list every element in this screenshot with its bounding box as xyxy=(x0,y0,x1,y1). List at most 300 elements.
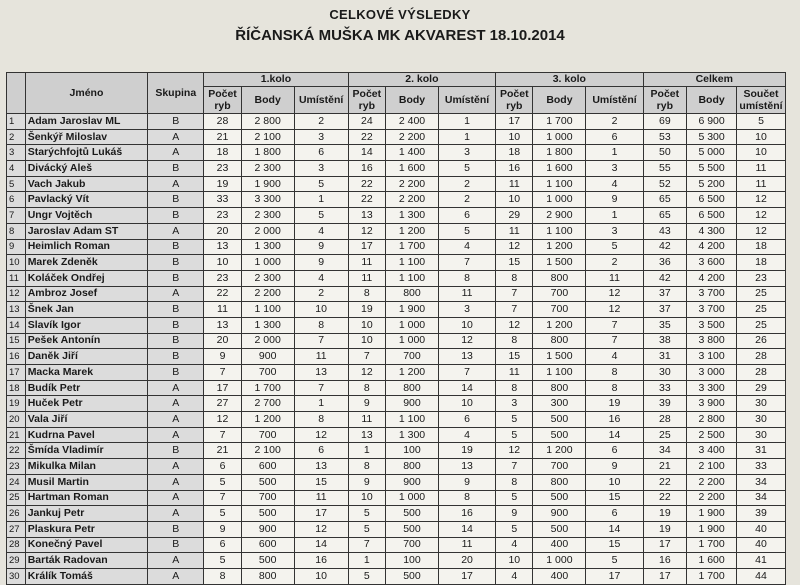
r3-placement: 1 xyxy=(586,208,643,224)
row-number: 13 xyxy=(7,302,26,318)
placement-sum: 26 xyxy=(737,333,786,349)
table-row xyxy=(7,208,786,224)
results-body xyxy=(7,114,786,585)
total-points: 5 200 xyxy=(687,176,737,192)
r1-placement: 1 xyxy=(294,396,348,412)
r3-placement: 9 xyxy=(586,192,643,208)
r2-fish-count: 5 xyxy=(348,506,385,522)
header-name: Jméno xyxy=(25,73,148,114)
r3-points: 1 500 xyxy=(533,349,586,365)
placement-sum: 25 xyxy=(737,302,786,318)
header-fish-count: Počet ryb xyxy=(348,87,385,114)
results-table xyxy=(6,72,786,585)
r2-placement: 10 xyxy=(438,396,495,412)
r1-fish-count: 5 xyxy=(204,474,241,490)
r3-fish-count: 5 xyxy=(496,490,533,506)
table-row xyxy=(7,568,786,584)
r3-placement: 4 xyxy=(586,349,643,365)
table-row xyxy=(7,474,786,490)
total-fish-count: 42 xyxy=(643,270,687,286)
r3-points: 1 100 xyxy=(533,365,586,381)
r2-points: 800 xyxy=(386,380,439,396)
table-row xyxy=(7,239,786,255)
r2-points: 1 100 xyxy=(386,412,439,428)
r2-points: 1 300 xyxy=(386,208,439,224)
r2-fish-count: 1 xyxy=(348,553,385,569)
r2-points: 1 100 xyxy=(386,270,439,286)
table-row xyxy=(7,506,786,522)
r3-points: 800 xyxy=(533,380,586,396)
r1-points: 2 100 xyxy=(241,443,294,459)
table-row xyxy=(7,302,786,318)
competitor-name: Šenkýř Miloslav xyxy=(25,129,148,145)
table-row xyxy=(7,521,786,537)
competitor-name: Kudrna Pavel xyxy=(25,427,148,443)
r3-placement: 6 xyxy=(586,129,643,145)
r2-fish-count: 11 xyxy=(348,412,385,428)
r1-fish-count: 10 xyxy=(204,255,241,271)
placement-sum: 40 xyxy=(737,521,786,537)
r3-placement: 6 xyxy=(586,506,643,522)
competitor-name: Barták Radovan xyxy=(25,553,148,569)
r2-placement: 12 xyxy=(438,333,495,349)
r2-fish-count: 8 xyxy=(348,380,385,396)
r3-points: 700 xyxy=(533,459,586,475)
header-row-groups xyxy=(7,73,786,87)
r1-placement: 12 xyxy=(294,521,348,537)
r1-placement: 6 xyxy=(294,443,348,459)
table-row xyxy=(7,270,786,286)
r2-placement: 17 xyxy=(438,568,495,584)
placement-sum: 25 xyxy=(737,317,786,333)
r2-points: 1 000 xyxy=(386,490,439,506)
r2-fish-count: 10 xyxy=(348,333,385,349)
r1-placement: 11 xyxy=(294,349,348,365)
r1-points: 1 300 xyxy=(241,317,294,333)
placement-sum: 34 xyxy=(737,474,786,490)
r2-placement: 13 xyxy=(438,349,495,365)
competitor-name: Heimlich Roman xyxy=(25,239,148,255)
total-fish-count: 53 xyxy=(643,129,687,145)
r1-fish-count: 23 xyxy=(204,161,241,177)
r3-fish-count: 11 xyxy=(496,176,533,192)
group: A xyxy=(148,145,204,161)
r2-placement: 14 xyxy=(438,380,495,396)
r2-fish-count: 22 xyxy=(348,192,385,208)
total-fish-count: 37 xyxy=(643,286,687,302)
r2-points: 500 xyxy=(386,521,439,537)
placement-sum: 30 xyxy=(737,427,786,443)
r3-placement: 10 xyxy=(586,474,643,490)
total-fish-count: 21 xyxy=(643,459,687,475)
r2-points: 1 400 xyxy=(386,145,439,161)
total-fish-count: 39 xyxy=(643,396,687,412)
r3-fish-count: 8 xyxy=(496,380,533,396)
r2-points: 1 000 xyxy=(386,333,439,349)
r1-points: 500 xyxy=(241,553,294,569)
r1-fish-count: 17 xyxy=(204,380,241,396)
r3-points: 800 xyxy=(533,333,586,349)
r3-points: 500 xyxy=(533,427,586,443)
group: B xyxy=(148,114,204,130)
r1-placement: 13 xyxy=(294,459,348,475)
header-placement: Umístění xyxy=(294,87,348,114)
r2-points: 800 xyxy=(386,459,439,475)
row-number: 23 xyxy=(7,459,26,475)
total-points: 3 700 xyxy=(687,302,737,318)
group: A xyxy=(148,223,204,239)
table-row xyxy=(7,490,786,506)
r2-placement: 4 xyxy=(438,427,495,443)
r1-fish-count: 6 xyxy=(204,459,241,475)
total-points: 6 500 xyxy=(687,208,737,224)
r1-points: 700 xyxy=(241,365,294,381)
competitor-name: Šnek Jan xyxy=(25,302,148,318)
total-fish-count: 42 xyxy=(643,239,687,255)
total-points: 5 300 xyxy=(687,129,737,145)
r1-fish-count: 18 xyxy=(204,145,241,161)
placement-sum: 10 xyxy=(737,129,786,145)
r2-fish-count: 10 xyxy=(348,490,385,506)
competitor-name: Huček Petr xyxy=(25,396,148,412)
r2-fish-count: 8 xyxy=(348,286,385,302)
r1-points: 2 000 xyxy=(241,223,294,239)
total-fish-count: 65 xyxy=(643,208,687,224)
r3-points: 700 xyxy=(533,286,586,302)
r3-points: 1 200 xyxy=(533,443,586,459)
group: A xyxy=(148,506,204,522)
total-fish-count: 36 xyxy=(643,255,687,271)
r3-placement: 8 xyxy=(586,380,643,396)
r2-points: 1 200 xyxy=(386,365,439,381)
r2-placement: 19 xyxy=(438,443,495,459)
group: B xyxy=(148,302,204,318)
r2-placement: 16 xyxy=(438,506,495,522)
r1-placement: 9 xyxy=(294,255,348,271)
total-fish-count: 31 xyxy=(643,349,687,365)
r3-fish-count: 12 xyxy=(496,443,533,459)
r1-placement: 5 xyxy=(294,208,348,224)
r1-points: 1 200 xyxy=(241,412,294,428)
r3-fish-count: 12 xyxy=(496,239,533,255)
placement-sum: 11 xyxy=(737,161,786,177)
r3-points: 1 100 xyxy=(533,223,586,239)
placement-sum: 18 xyxy=(737,239,786,255)
r2-points: 2 200 xyxy=(386,129,439,145)
r3-fish-count: 4 xyxy=(496,537,533,553)
group: B xyxy=(148,521,204,537)
placement-sum: 5 xyxy=(737,114,786,130)
r2-fish-count: 19 xyxy=(348,302,385,318)
r2-fish-count: 16 xyxy=(348,161,385,177)
table-row xyxy=(7,255,786,271)
r2-points: 1 300 xyxy=(386,427,439,443)
header-total: Celkem xyxy=(643,73,785,87)
competitor-name: Pavlacký Vít xyxy=(25,192,148,208)
group: B xyxy=(148,333,204,349)
r3-fish-count: 18 xyxy=(496,145,533,161)
r1-placement: 10 xyxy=(294,568,348,584)
r2-placement: 3 xyxy=(438,145,495,161)
r1-placement: 6 xyxy=(294,145,348,161)
group: A xyxy=(148,396,204,412)
r3-points: 1 200 xyxy=(533,239,586,255)
placement-sum: 29 xyxy=(737,380,786,396)
r3-fish-count: 8 xyxy=(496,333,533,349)
row-number: 30 xyxy=(7,568,26,584)
competitor-name: Adam Jaroslav ML xyxy=(25,114,148,130)
total-fish-count: 19 xyxy=(643,521,687,537)
group: A xyxy=(148,553,204,569)
competitor-name: Koláček Ondřej xyxy=(25,270,148,286)
total-fish-count: 17 xyxy=(643,568,687,584)
r1-placement: 3 xyxy=(294,129,348,145)
r3-fish-count: 8 xyxy=(496,474,533,490)
r2-fish-count: 12 xyxy=(348,223,385,239)
total-points: 1 900 xyxy=(687,521,737,537)
r2-fish-count: 9 xyxy=(348,396,385,412)
total-fish-count: 69 xyxy=(643,114,687,130)
r3-placement: 2 xyxy=(586,255,643,271)
table-row xyxy=(7,427,786,443)
r2-fish-count: 8 xyxy=(348,459,385,475)
r3-fish-count: 10 xyxy=(496,192,533,208)
r3-points: 1 500 xyxy=(533,255,586,271)
header-number xyxy=(7,73,26,114)
header-group: Skupina xyxy=(148,73,204,114)
r1-points: 500 xyxy=(241,506,294,522)
group: B xyxy=(148,255,204,271)
placement-sum: 39 xyxy=(737,506,786,522)
r3-points: 900 xyxy=(533,506,586,522)
r2-fish-count: 24 xyxy=(348,114,385,130)
total-fish-count: 65 xyxy=(643,192,687,208)
placement-sum: 12 xyxy=(737,208,786,224)
total-points: 5 500 xyxy=(687,161,737,177)
r1-fish-count: 20 xyxy=(204,223,241,239)
group: B xyxy=(148,317,204,333)
row-number: 18 xyxy=(7,380,26,396)
placement-sum: 28 xyxy=(737,365,786,381)
r1-fish-count: 8 xyxy=(204,568,241,584)
placement-sum: 11 xyxy=(737,176,786,192)
competitor-name: Konečný Pavel xyxy=(25,537,148,553)
row-number: 3 xyxy=(7,145,26,161)
group: B xyxy=(148,192,204,208)
header-round2: 2. kolo xyxy=(348,73,495,87)
r1-points: 3 300 xyxy=(241,192,294,208)
r1-fish-count: 9 xyxy=(204,349,241,365)
total-fish-count: 30 xyxy=(643,365,687,381)
r2-fish-count: 11 xyxy=(348,255,385,271)
r3-points: 500 xyxy=(533,521,586,537)
placement-sum: 30 xyxy=(737,396,786,412)
total-fish-count: 34 xyxy=(643,443,687,459)
total-fish-count: 52 xyxy=(643,176,687,192)
r3-placement: 12 xyxy=(586,302,643,318)
total-points: 1 600 xyxy=(687,553,737,569)
r1-placement: 4 xyxy=(294,270,348,286)
total-fish-count: 43 xyxy=(643,223,687,239)
placement-sum: 18 xyxy=(737,255,786,271)
r3-placement: 11 xyxy=(586,270,643,286)
placement-sum: 34 xyxy=(737,490,786,506)
r2-fish-count: 22 xyxy=(348,176,385,192)
total-fish-count: 19 xyxy=(643,506,687,522)
r3-placement: 4 xyxy=(586,176,643,192)
r1-points: 1 800 xyxy=(241,145,294,161)
placement-sum: 40 xyxy=(737,537,786,553)
header-points: Body xyxy=(241,87,294,114)
table-row xyxy=(7,412,786,428)
header-round1: 1.kolo xyxy=(204,73,348,87)
table-row xyxy=(7,223,786,239)
event-subtitle: ŘÍČANSKÁ MUŠKA MK AKVAREST 18.10.2014 xyxy=(235,27,565,44)
row-number: 2 xyxy=(7,129,26,145)
r2-placement: 1 xyxy=(438,129,495,145)
r3-fish-count: 16 xyxy=(496,161,533,177)
competitor-name: Musil Martin xyxy=(25,474,148,490)
r2-fish-count: 9 xyxy=(348,474,385,490)
r1-fish-count: 21 xyxy=(204,443,241,459)
r3-fish-count: 11 xyxy=(496,365,533,381)
r3-placement: 6 xyxy=(586,443,643,459)
header-points: Body xyxy=(687,87,737,114)
group: B xyxy=(148,365,204,381)
row-number: 19 xyxy=(7,396,26,412)
total-fish-count: 22 xyxy=(643,474,687,490)
row-number: 7 xyxy=(7,208,26,224)
row-number: 27 xyxy=(7,521,26,537)
r3-fish-count: 17 xyxy=(496,114,533,130)
r2-fish-count: 5 xyxy=(348,521,385,537)
r3-points: 1 700 xyxy=(533,114,586,130)
r3-placement: 15 xyxy=(586,537,643,553)
r2-points: 700 xyxy=(386,349,439,365)
r1-fish-count: 22 xyxy=(204,286,241,302)
r1-fish-count: 7 xyxy=(204,427,241,443)
table-row xyxy=(7,443,786,459)
total-fish-count: 55 xyxy=(643,161,687,177)
r2-placement: 4 xyxy=(438,239,495,255)
r2-placement: 8 xyxy=(438,270,495,286)
table-row xyxy=(7,145,786,161)
r3-points: 1 200 xyxy=(533,317,586,333)
r3-placement: 9 xyxy=(586,459,643,475)
total-fish-count: 16 xyxy=(643,553,687,569)
r3-points: 500 xyxy=(533,490,586,506)
r1-points: 700 xyxy=(241,490,294,506)
r2-points: 700 xyxy=(386,537,439,553)
group: B xyxy=(148,270,204,286)
row-number: 16 xyxy=(7,349,26,365)
total-fish-count: 50 xyxy=(643,145,687,161)
row-number: 26 xyxy=(7,506,26,522)
table-row xyxy=(7,553,786,569)
r2-fish-count: 7 xyxy=(348,537,385,553)
placement-sum: 23 xyxy=(737,270,786,286)
r2-placement: 2 xyxy=(438,176,495,192)
group: B xyxy=(148,239,204,255)
r2-placement: 9 xyxy=(438,474,495,490)
competitor-name: Ungr Vojtěch xyxy=(25,208,148,224)
r2-points: 1 600 xyxy=(386,161,439,177)
r1-placement: 3 xyxy=(294,161,348,177)
r1-fish-count: 33 xyxy=(204,192,241,208)
header-points: Body xyxy=(533,87,586,114)
r3-placement: 17 xyxy=(586,568,643,584)
r1-placement: 17 xyxy=(294,506,348,522)
r1-placement: 12 xyxy=(294,427,348,443)
r1-points: 900 xyxy=(241,521,294,537)
r3-points: 400 xyxy=(533,537,586,553)
r1-points: 1 000 xyxy=(241,255,294,271)
r1-points: 2 800 xyxy=(241,114,294,130)
total-fish-count: 37 xyxy=(643,302,687,318)
r1-fish-count: 28 xyxy=(204,114,241,130)
table-row xyxy=(7,380,786,396)
competitor-name: Vala Jiří xyxy=(25,412,148,428)
table-row xyxy=(7,349,786,365)
placement-sum: 12 xyxy=(737,192,786,208)
table-row xyxy=(7,114,786,130)
table-row xyxy=(7,333,786,349)
total-points: 6 500 xyxy=(687,192,737,208)
r2-placement: 8 xyxy=(438,490,495,506)
row-number: 11 xyxy=(7,270,26,286)
table-row xyxy=(7,286,786,302)
r1-fish-count: 27 xyxy=(204,396,241,412)
r3-points: 800 xyxy=(533,270,586,286)
r3-points: 1 800 xyxy=(533,145,586,161)
total-points: 4 300 xyxy=(687,223,737,239)
r2-points: 1 700 xyxy=(386,239,439,255)
group: A xyxy=(148,380,204,396)
r3-points: 1 100 xyxy=(533,176,586,192)
table-row xyxy=(7,161,786,177)
group: A xyxy=(148,412,204,428)
r1-points: 2 000 xyxy=(241,333,294,349)
r2-points: 1 100 xyxy=(386,255,439,271)
row-number: 10 xyxy=(7,255,26,271)
group: B xyxy=(148,161,204,177)
r2-fish-count: 11 xyxy=(348,270,385,286)
r3-points: 300 xyxy=(533,396,586,412)
r1-points: 2 300 xyxy=(241,208,294,224)
competitor-name: Šmída Vladimír xyxy=(25,443,148,459)
total-fish-count: 38 xyxy=(643,333,687,349)
r3-points: 1 000 xyxy=(533,129,586,145)
r1-points: 2 700 xyxy=(241,396,294,412)
r1-fish-count: 11 xyxy=(204,302,241,318)
row-number: 22 xyxy=(7,443,26,459)
r3-fish-count: 5 xyxy=(496,412,533,428)
total-points: 4 200 xyxy=(687,270,737,286)
competitor-name: Plaskura Petr xyxy=(25,521,148,537)
group: A xyxy=(148,176,204,192)
row-number: 5 xyxy=(7,176,26,192)
total-fish-count: 22 xyxy=(643,490,687,506)
r1-points: 1 900 xyxy=(241,176,294,192)
group: A xyxy=(148,568,204,584)
r3-fish-count: 9 xyxy=(496,506,533,522)
r1-placement: 16 xyxy=(294,553,348,569)
total-points: 3 000 xyxy=(687,365,737,381)
group: A xyxy=(148,286,204,302)
group: B xyxy=(148,443,204,459)
r3-placement: 2 xyxy=(586,114,643,130)
r3-fish-count: 4 xyxy=(496,568,533,584)
